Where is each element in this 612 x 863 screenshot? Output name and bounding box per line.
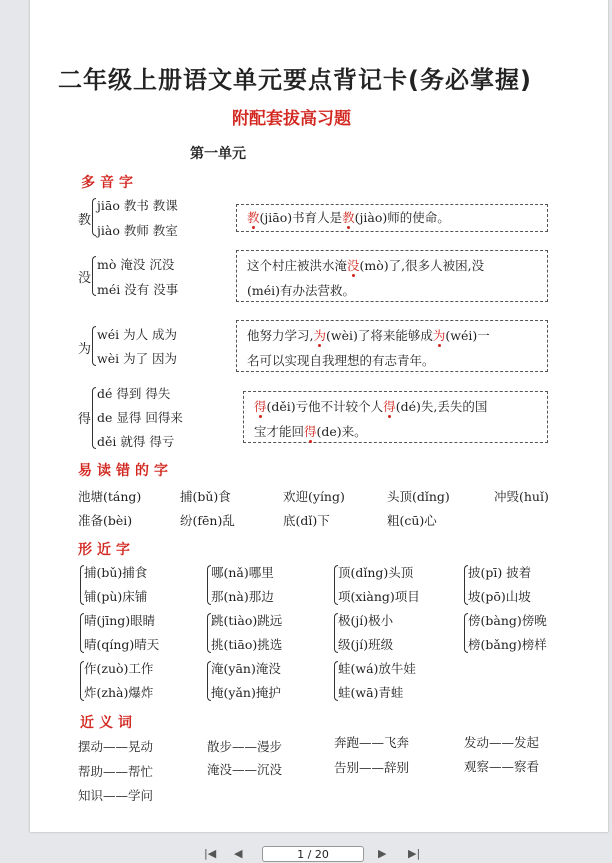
misread-item: 池塘(táng)	[78, 489, 142, 504]
polyphone-line: mò 淹没 沉没	[97, 257, 175, 272]
example-box: 得(děi)亏他不计较个人得(dé)失,丢失的国 宝才能回得(de)来。	[243, 391, 548, 443]
similar-item: 项(xiàng)项目	[338, 589, 420, 604]
synonym-item: 发动——发起	[464, 735, 540, 750]
page-subtitle: 附配套拔高习题	[232, 109, 351, 129]
similar-item: 那(nà)那边	[211, 589, 274, 604]
synonym-item: 奔跑——飞奔	[334, 735, 410, 750]
polyphone-line: jiāo 教书 教课	[97, 198, 178, 213]
polyphone-line: jiào 教师 教室	[97, 223, 178, 238]
similar-item: 挑(tiāo)挑选	[211, 637, 283, 652]
example-box: 教(jiāo)书育人是教(jiào)师的使命。	[236, 204, 548, 232]
similar-item: 极(jí)极小	[338, 613, 394, 628]
polyphone-char: 没	[78, 271, 92, 286]
first-page-icon[interactable]: |◀	[204, 847, 217, 860]
brace	[92, 326, 96, 366]
example-box: 这个村庄被洪水淹没(mò)了,很多人被困,没 (méi)有办法营救。	[236, 250, 548, 302]
misread-item: 头顶(dǐng)	[387, 489, 450, 504]
polyphone-line: de 显得 回得来	[97, 410, 183, 425]
similar-item: 坡(pō)山坡	[468, 589, 531, 604]
polyphone-char: 为	[78, 342, 92, 357]
section-similar: 形近字	[78, 542, 135, 558]
synonym-item: 淹没——沉没	[207, 762, 283, 777]
misread-item: 底(dǐ)下	[283, 513, 330, 528]
brace	[92, 198, 96, 236]
similar-item: 顶(dǐng)头顶	[338, 565, 414, 580]
polyphone-line: děi 就得 得亏	[97, 434, 175, 449]
synonym-item: 告别——辞别	[334, 760, 410, 775]
polyphone-line: méi 没有 没事	[97, 282, 179, 297]
similar-item: 哪(nǎ)哪里	[211, 565, 274, 580]
polyphone-line: wèi 为了 因为	[97, 351, 178, 366]
similar-item: 蛙(wá)放牛娃	[338, 661, 416, 676]
similar-item: 晴(jīng)眼睛	[84, 613, 156, 628]
similar-item: 晴(qíng)晴天	[84, 637, 160, 652]
similar-item: 炸(zhà)爆炸	[84, 685, 154, 700]
synonym-item: 观察——察看	[464, 759, 540, 774]
similar-item: 捕(bǔ)捕食	[84, 565, 148, 580]
polyphone-line: wéi 为人 成为	[97, 327, 178, 342]
section-misread: 易读错的字	[78, 463, 173, 479]
misread-item: 准备(bèi)	[78, 513, 133, 528]
section-synonym: 近义词	[80, 715, 137, 731]
polyphone-char: 教	[78, 213, 92, 228]
misread-item: 纷(fēn)乱	[180, 513, 235, 528]
synonym-item: 知识——学问	[78, 788, 154, 803]
page-title: 二年级上册语文单元要点背记卡(务必掌握)	[58, 66, 532, 94]
misread-item: 捕(bǔ)食	[180, 489, 231, 504]
similar-item: 跳(tiào)跳远	[211, 613, 283, 628]
brace	[92, 256, 96, 296]
polyphone-char: 得	[78, 412, 92, 427]
example-box: 他努力学习,为(wèi)了将来能够成为(wéi)一 名可以实现自我理想的有志青年。	[236, 320, 548, 372]
synonym-item: 散步——漫步	[207, 739, 283, 754]
synonym-item: 摆动——晃动	[78, 739, 154, 754]
similar-item: 铺(pù)床铺	[84, 589, 148, 604]
polyphone-line: dé 得到 得失	[97, 386, 171, 401]
section-polyphone: 多音字	[81, 175, 138, 191]
synonym-item: 帮助——帮忙	[78, 764, 154, 779]
prev-page-icon[interactable]: ◀	[234, 847, 243, 860]
misread-item: 粗(cū)心	[387, 513, 437, 528]
similar-item: 掩(yǎn)掩护	[211, 685, 281, 700]
unit-heading: 第一单元	[190, 146, 246, 162]
page-indicator[interactable]: 1 / 20	[262, 846, 364, 862]
similar-item: 蛙(wā)青蛙	[338, 685, 404, 700]
last-page-icon[interactable]: ▶|	[408, 847, 421, 860]
similar-item: 披(pī) 披着	[468, 565, 532, 580]
similar-item: 级(jí)班级	[338, 637, 394, 652]
similar-item: 淹(yān)淹没	[211, 661, 281, 676]
misread-item: 欢迎(yíng)	[283, 489, 345, 504]
similar-item: 榜(bǎng)榜样	[468, 637, 547, 652]
brace	[92, 387, 96, 449]
similar-item: 傍(bàng)傍晚	[468, 613, 547, 628]
next-page-icon[interactable]: ▶	[378, 847, 387, 860]
similar-item: 作(zuò)工作	[84, 661, 154, 676]
misread-item: 冲毁(huǐ)	[494, 489, 549, 504]
